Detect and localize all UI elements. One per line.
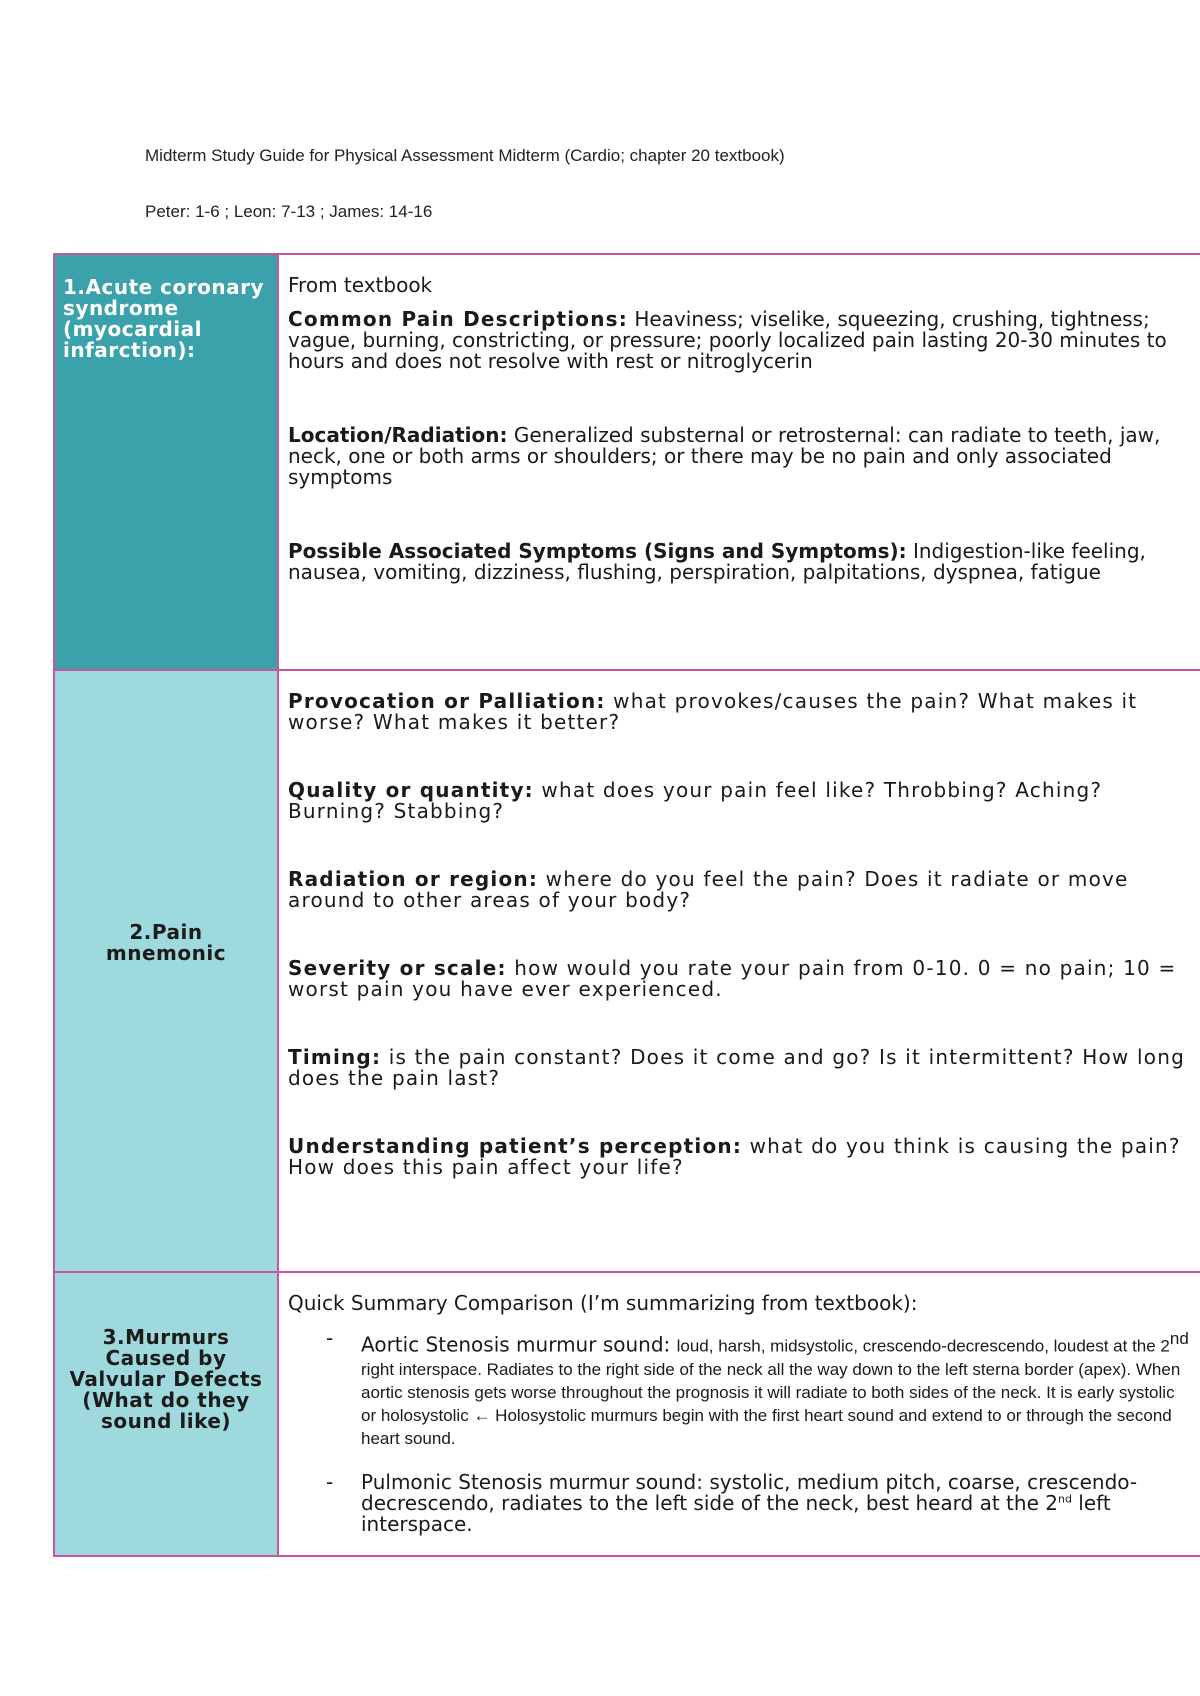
- left-arrow-icon: ←: [473, 1405, 491, 1425]
- aortic-desc-2: right interspace. Radiates to the right side of the neck all the way down to the left sterna border (apex). When aortic stenosis gets worse throughout the prognosis it will radiate to both sides of the neck. It is early systolic or holosystolic: [361, 1359, 1181, 1425]
- pulmonic-stenosis-item: [288, 1469, 1191, 1536]
- mnemonic-heading: Timing:: [288, 1045, 382, 1069]
- row-label-cell: [54, 670, 278, 1272]
- dash-bullet: -: [326, 1326, 334, 1350]
- assignment-line: Peter: 1-6 ; Leon: 7-13 ; James: 14-16: [145, 202, 433, 221]
- dash-bullet: -: [326, 1469, 334, 1494]
- document-title: Midterm Study Guide for Physical Assessment Midterm (Cardio; chapter 20 textbook): [145, 146, 785, 165]
- mnemonic-heading: Quality or quantity:: [288, 778, 534, 802]
- content-paragraph: [288, 425, 1191, 488]
- aortic-desc-3: Holosystolic murmurs begin with the first heart sound and extend to or through the second heart sound.: [361, 1405, 1172, 1448]
- row-label: 1.Acute coronary syndrome (myocardial infarction):: [63, 275, 265, 362]
- section-text: Indigestion-like feeling, nausea, vomiting, dizziness, flushing, perspiration, palpitations, dyspnea, fatigue: [288, 539, 1146, 584]
- row-content-cell: [278, 670, 1200, 1272]
- mnemonic-text: is the pain constant? Does it come and go? Is it intermittent? How long does the pain last?: [288, 1045, 1185, 1090]
- mnemonic-heading: Provocation or Palliation:: [288, 689, 606, 713]
- pulmonic-sup: nd: [1057, 1492, 1072, 1505]
- mnemonic-item: [288, 780, 1191, 822]
- aortic-stenosis-item: [288, 1328, 1191, 1450]
- mnemonic-text: what does your pain feel like? Throbbing? Aching? Burning? Stabbing?: [288, 778, 1103, 823]
- mnemonic-text: what do you think is causing the pain? How does this pain affect your life?: [288, 1134, 1181, 1179]
- mnemonic-heading: Radiation or region:: [288, 867, 539, 891]
- content-paragraph: [288, 541, 1191, 583]
- table-row: [54, 670, 1200, 1272]
- row-label-cell: [54, 1272, 278, 1556]
- row-content-cell: [278, 1272, 1200, 1556]
- study-guide-table: [53, 253, 1200, 1557]
- summary-intro: Quick Summary Comparison (I’m summarizing from textbook):: [288, 1291, 918, 1315]
- content-paragraph: [288, 309, 1191, 372]
- section-text: Generalized substernal or retrosternal: can radiate to teeth, jaw, neck, one or both arms or shoulders; or there may be no pain and only associated symptoms: [288, 423, 1161, 489]
- mnemonic-item: [288, 869, 1191, 911]
- mnemonic-heading: Severity or scale:: [288, 956, 507, 980]
- aortic-lead: Aortic Stenosis murmur sound:: [361, 1332, 677, 1357]
- row-label-cell: [54, 254, 278, 670]
- mnemonic-heading: Understanding patient’s perception:: [288, 1134, 743, 1158]
- section-text: Heaviness; viselike, squeezing, crushing, tightness; vague, burning, constricting, or pressure; poorly localized pain lasting 20-30 minutes to hours and does not resolve with rest or nitroglycerin: [288, 307, 1167, 373]
- aortic-desc-1: loud, harsh, midsystolic, crescendo-decrescendo, loudest at the 2: [676, 1336, 1170, 1356]
- aortic-sup: nd: [1169, 1329, 1189, 1348]
- section-heading: Possible Associated Symptoms (Signs and Symptoms):: [288, 539, 907, 563]
- table-row: [54, 1272, 1200, 1556]
- section-heading: Common Pain Descriptions:: [288, 307, 628, 331]
- pulmonic-tail: left interspace.: [361, 1490, 1111, 1536]
- row-content-cell: [278, 254, 1200, 670]
- pulmonic-desc: Pulmonic Stenosis murmur sound: systolic, medium pitch, coarse, crescendo-decrescendo, radiates to the left side of the neck, best heard at the 2: [361, 1469, 1138, 1515]
- mnemonic-item: [288, 1136, 1191, 1178]
- source-note: From textbook: [288, 273, 433, 297]
- mnemonic-text: how would you rate your pain from 0-10. 0 = no pain; 10 = worst pain you have ever experienced.: [288, 956, 1177, 1001]
- mnemonic-item: [288, 691, 1191, 733]
- row-label: 3.Murmurs Caused by Valvular Defects (What do they sound like): [69, 1324, 263, 1433]
- row-label: 2.Pain mnemonic: [105, 920, 227, 965]
- mnemonic-item: [288, 1047, 1191, 1089]
- mnemonic-item: [288, 958, 1191, 1000]
- table-row: [54, 254, 1200, 670]
- mnemonic-text: what provokes/causes the pain? What makes it worse? What makes it better?: [288, 689, 1138, 734]
- mnemonic-text: where do you feel the pain? Does it radiate or move around to other areas of your body?: [288, 867, 1129, 912]
- section-heading: Location/Radiation:: [288, 423, 508, 447]
